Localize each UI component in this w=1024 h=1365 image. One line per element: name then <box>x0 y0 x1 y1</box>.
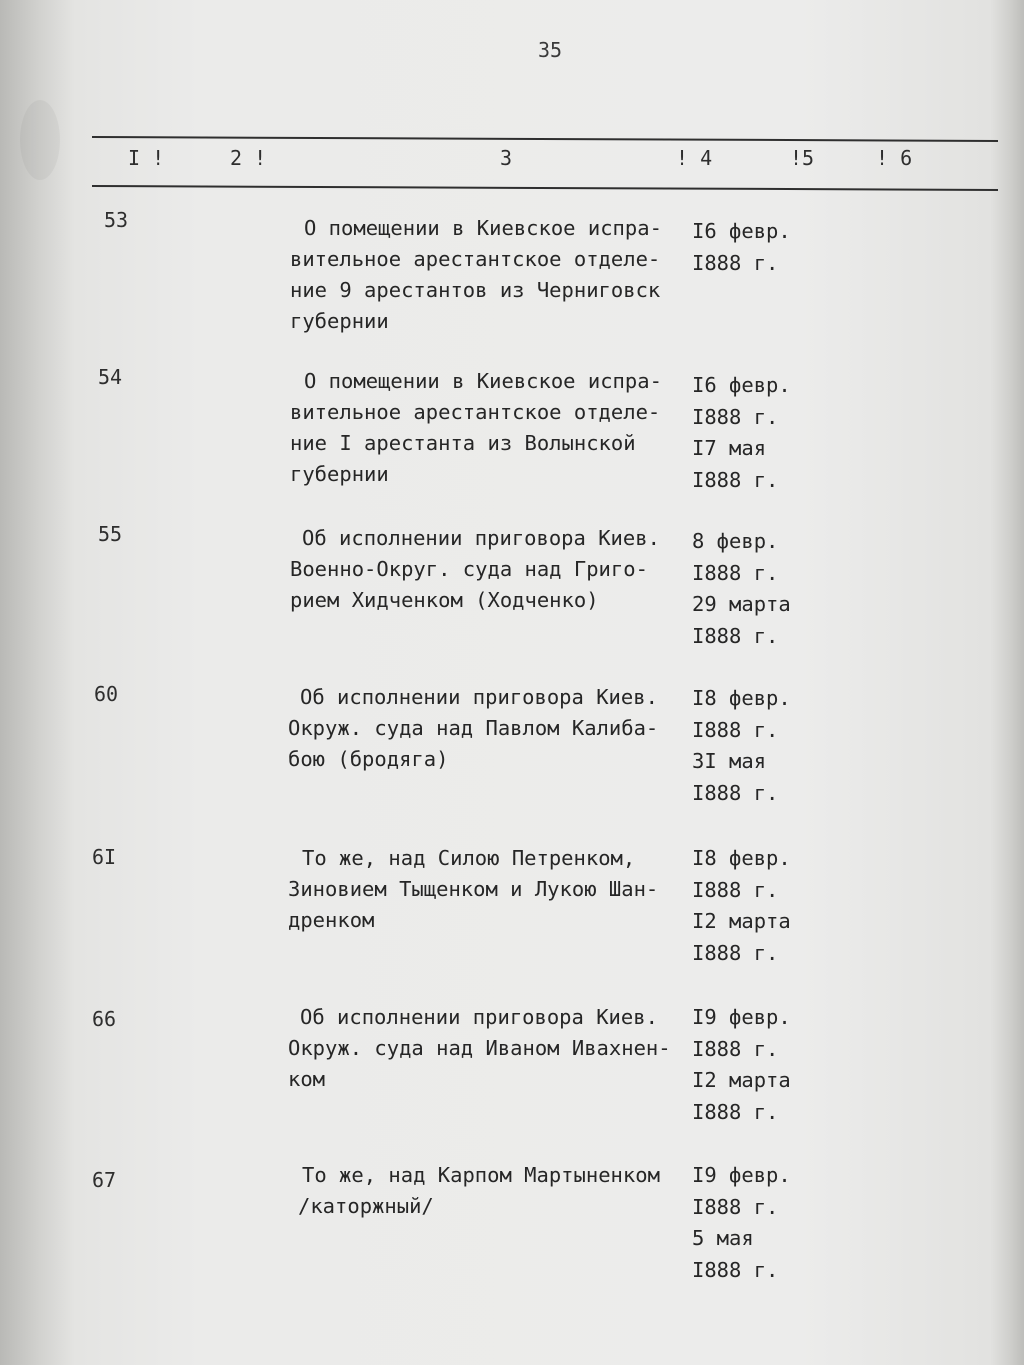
title-line: То же, над Карпом Мартыненком <box>302 1163 660 1187</box>
title-line: Военно-Округ. суда над Григо- <box>290 557 648 581</box>
title-line: вительное арестантское отделе- <box>290 247 661 271</box>
title-line: бою (бродяга) <box>288 747 449 771</box>
row-title <box>288 843 688 936</box>
row-title <box>290 366 690 490</box>
table-header-bottom-rule <box>92 185 998 191</box>
date-line: I2 марта <box>692 909 791 933</box>
title-line: дренком <box>288 908 375 932</box>
date-line: I888 г. <box>692 623 779 648</box>
date-line: I888 г. <box>692 560 779 585</box>
row-dates <box>692 683 832 809</box>
date-line: I8 февр. <box>692 846 791 870</box>
row-number: 55 <box>98 522 123 546</box>
date-line: 3I мая <box>692 749 767 773</box>
date-line: I888 г. <box>692 780 779 805</box>
header-column-1: I ! <box>128 146 165 170</box>
page-number: 35 <box>537 38 563 62</box>
title-line: О помещении в Киевское испра- <box>304 369 662 393</box>
date-line: I6 февр. <box>692 373 791 397</box>
title-line: О помещении в Киевское испра- <box>304 216 662 240</box>
title-line: вительное арестантское отделе- <box>290 400 661 424</box>
row-dates <box>692 216 832 279</box>
date-line: I7 мая <box>692 436 767 460</box>
row-dates <box>692 1160 832 1286</box>
title-line: ние I арестанта из Волынской <box>290 431 636 455</box>
row-title <box>290 1160 690 1222</box>
date-line: I888 г. <box>692 1194 779 1219</box>
date-line: I888 г. <box>692 940 779 965</box>
header-column-3: 3 <box>500 146 513 170</box>
row-number: 53 <box>104 208 129 232</box>
row-dates <box>692 1002 832 1128</box>
row-number: 67 <box>92 1168 117 1192</box>
title-line: губернии <box>290 309 389 333</box>
date-line: I888 г. <box>692 877 779 902</box>
title-line: губернии <box>290 462 389 486</box>
header-column-5: !5 <box>790 146 815 170</box>
date-line: I888 г. <box>692 717 779 742</box>
date-line: I6 февр. <box>692 219 791 243</box>
header-column-4: ! 4 <box>676 146 713 170</box>
title-line: ком <box>288 1067 326 1091</box>
date-line: I8 февр. <box>692 686 791 710</box>
title-line: Окруж. суда над Павлом Калиба- <box>288 716 659 740</box>
title-line: Окруж. суда над Иваном Ивахнен- <box>288 1036 671 1060</box>
date-line: 8 февр. <box>692 529 779 553</box>
row-dates <box>692 526 832 652</box>
title-line: Об исполнении приговора Киев. <box>300 1005 658 1029</box>
date-line: I9 февр. <box>692 1163 791 1187</box>
row-number: 66 <box>92 1007 117 1031</box>
title-line: То же, над Силою Петренком, <box>302 846 636 870</box>
date-line: 29 марта <box>692 592 791 616</box>
date-line: I888 г. <box>692 404 779 429</box>
date-line: I888 г. <box>692 467 779 492</box>
row-number: 60 <box>94 682 119 706</box>
title-line: Об исполнении приговора Киев. <box>302 526 660 550</box>
date-line: I888 г. <box>692 1099 779 1124</box>
title-line: рием Хидченком (Ходченко) <box>290 588 599 612</box>
title-line: Зиновием Тыщенком и Лукою Шан- <box>288 877 659 901</box>
row-title <box>290 213 690 337</box>
date-line: I888 г. <box>692 250 779 275</box>
table-header-top-rule <box>92 136 998 142</box>
date-line: I888 г. <box>692 1036 779 1061</box>
header-column-2: 2 ! <box>230 146 267 170</box>
row-title <box>290 523 690 616</box>
row-number: 6I <box>92 845 117 869</box>
row-dates <box>692 370 832 496</box>
row-title <box>288 1002 688 1095</box>
date-line: I2 марта <box>692 1068 791 1092</box>
date-line: 5 мая <box>692 1226 754 1250</box>
title-line: /каторжный/ <box>298 1194 434 1218</box>
date-line: I9 февр. <box>692 1005 791 1029</box>
row-number: 54 <box>98 365 123 389</box>
row-dates <box>692 843 832 969</box>
date-line: I888 г. <box>692 1257 779 1282</box>
header-column-6: ! 6 <box>876 146 913 170</box>
title-line: ние 9 арестантов из Черниговск <box>290 278 661 302</box>
paper-smudge <box>20 100 60 180</box>
title-line: Об исполнении приговора Киев. <box>300 685 658 709</box>
row-title <box>288 682 688 775</box>
